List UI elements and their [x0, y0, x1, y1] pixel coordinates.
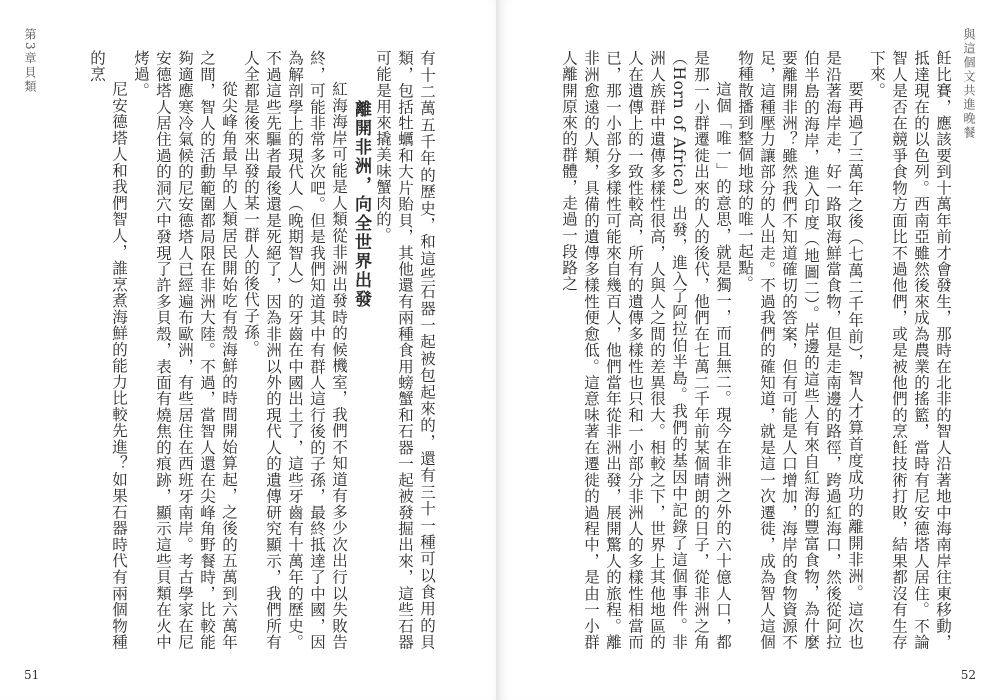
section-heading: 離開非洲，向全世界出發 [351, 100, 371, 309]
body-paragraph: 飪比賽，應該要到十萬年前才會發生，那時在北非的智人沿著地中海南岸往東移動，抵達現在的以色列。西南亞雖然後來成為農業的搖籃，當時有尼安德塔人居住。不論智人是否在競爭食物方面比不過他們，或是被他們的烹飪技術打敗，結果都沒有生存下來。 [868, 50, 952, 650]
body-paragraph: 有十二萬五千年的歷史，和這些石器一起被包起來的，還有三十一種可以食用的貝類，包括牡蠣和大片貽貝，其他還有兩種食用螃蟹和石器一起被發掘出來，這些石器可能是用來撬美味蟹肉的。 [374, 50, 436, 650]
book-running-head: 與這個文共進晚餐 [962, 28, 976, 140]
chapter-running-head [22, 28, 39, 94]
right-page [500, 0, 1000, 700]
chapter-number: 第3章 [23, 28, 37, 66]
body-paragraph: 從尖峰角最早的人類居民開始吃有殼海鮮的時間開始算起，之後的五萬到六萬年之間，智人的活動範圍都局限在非洲大陸。不過，當智人還在尖峰角野餐時，比較能夠適應寒冷氣候的尼安德塔人已經遍布歐洲，有些居住在西班牙南岸。考古學家在尼安德塔人居住過的洞穴中發現了許多貝殼，表面有燒焦的痕跡，顯示這些貝類在火中烤過。 [132, 50, 238, 650]
page-number: 52 [960, 668, 976, 682]
body-paragraph: 這個「唯一」的意思，就是獨一，而且無二。現今在非洲之外的六十億人口，都是那一小群遷徙出來的人的後代，他們在七萬二千年前某個晴朗的日子，從非洲之角（Horn of Africa）出發，進入了阿拉伯半島。我們的基因中記錄了這個事件。非洲人族群中遺傳多樣性很高，人與人之間的差異很大。相較之下，世界上其他地區的人在遺傳上的一致性較高，所有的遺傳多樣性也只和一小部分非洲人的多樣性相當而已，那一小部分多樣性可能來自幾百人，他們當年從非洲出發，展開驚人的旅程。離非洲愈遠的人類，具備的遺傳多樣性便愈低。這意味著在遷徙的過程中，是由一小群人離開原來的群體，走過一段路之 [560, 50, 732, 650]
chapter-title: 貝類 [23, 65, 37, 94]
body-paragraph: 紅海海岸可能是人類從非洲出發時的候機室，我們不知道有多少次出行以失敗告終，可能非常多次吧。但是我們知道其中有群人這行後的子孫，最終抵達了中國，因為解剖學上的現代人（晚期智人）的牙齒在中國出土了，這些牙齒有十萬年的歷史。不過這些先驅者最後還是死絕了，因為非洲以外的現代人的遺傳研究顯示，我們所有人全都是後來出發的某一群人的後代子孫。 [242, 50, 348, 650]
left-text-column [42, 50, 438, 650]
right-text-column [554, 50, 954, 650]
page-number: 51 [24, 668, 40, 682]
body-paragraph: 尼安德塔人和我們智人，誰烹煮海鮮的能力比較先進？如果石器時代有兩個物種的烹 [88, 50, 128, 650]
body-paragraph: 要再過了三萬年之後（七萬二千年前），智人才算首度成功的離開非洲。這次也是沿著海岸走，好一路取海鮮當食物，但是走南邊的路徑，跨過紅海口，然後從阿拉伯半島的海岸，進入印度（地圖二）。岸邊的這些人有來自紅海的豐富食物，為什麼要離開非洲？雖然我們不知道確切的答案，但有可能是人口增加，海岸的食物資源不足，這種壓力讓部分的人出走。不過我們的確知道，就是這一次遷徙，成為智人這個物種散播到整個地球的唯一起點。 [736, 50, 864, 650]
